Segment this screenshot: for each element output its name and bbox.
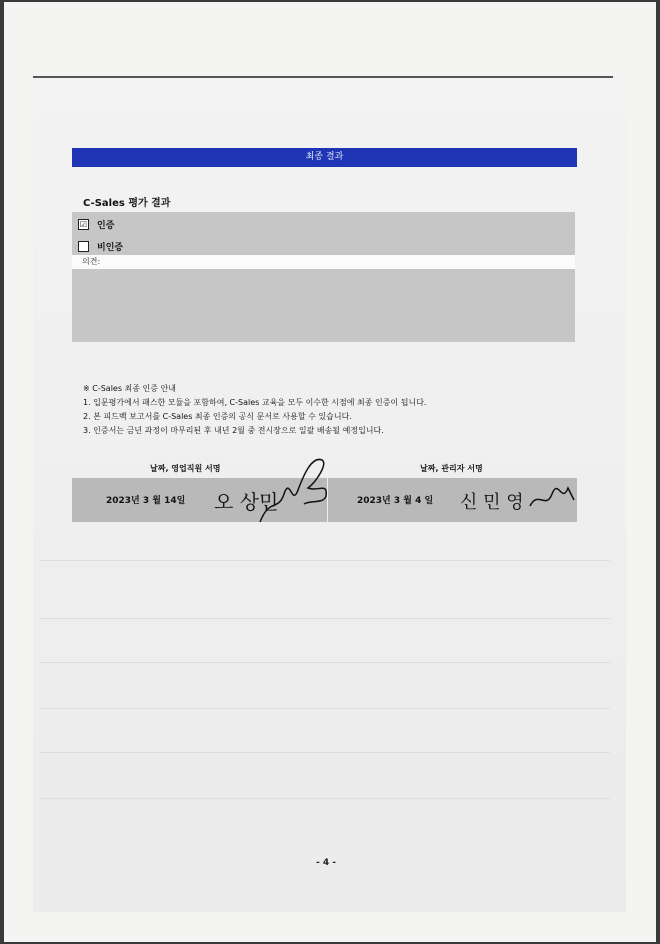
manager-signature-label: 날짜, 관리자 서명 bbox=[420, 464, 483, 473]
manager-signature-scribble bbox=[528, 480, 578, 516]
divider bbox=[40, 618, 610, 619]
divider bbox=[40, 662, 610, 663]
comment-label: 의견: bbox=[82, 257, 101, 266]
certification-notice bbox=[83, 382, 426, 438]
notice-heading: ※ C-Sales 최종 인증 안내 bbox=[83, 384, 177, 393]
divider bbox=[40, 560, 610, 561]
manager-sign-date: 2023년 3 월 4 일 bbox=[357, 496, 434, 506]
employee-signature-label: 날짜, 영업직원 서명 bbox=[150, 464, 221, 473]
employee-sign-date: 2023년 3 월 14일 bbox=[106, 496, 186, 506]
option-certified[interactable] bbox=[78, 218, 114, 231]
manager-handwritten-name: 신 민 영 bbox=[460, 492, 524, 513]
notice-item: 3. 인증서는 금년 과정이 마무리된 후 내년 2월 중 전시장으로 일괄 배송될 예정입니다. bbox=[83, 426, 384, 435]
employee-handwritten-name: 오 상민 bbox=[214, 490, 279, 514]
checkbox-icon[interactable] bbox=[78, 241, 89, 252]
comment-field[interactable] bbox=[72, 255, 575, 269]
top-rule bbox=[33, 76, 613, 78]
employee-signature-scribble bbox=[258, 452, 338, 527]
evaluation-section-title: C-Sales 평가 결과 bbox=[83, 198, 171, 209]
evaluation-box bbox=[72, 212, 575, 342]
final-result-title: 최종 결과 bbox=[72, 148, 577, 167]
option-label: 비인증 bbox=[97, 243, 124, 253]
notice-item: 1. 입문평가에서 패스한 모듈을 포함하여, C-Sales 교육을 모두 이수한 시점에 최종 인증이 됩니다. bbox=[83, 398, 427, 407]
notice-item: 2. 본 피드백 보고서를 C-Sales 최종 인증의 공식 문서로 사용할 수 있습니다. bbox=[83, 412, 352, 421]
option-not-certified[interactable] bbox=[78, 240, 123, 253]
divider bbox=[40, 752, 610, 753]
option-label: 인증 bbox=[97, 221, 115, 231]
divider bbox=[40, 708, 610, 709]
divider bbox=[40, 798, 610, 799]
checkbox-checked-icon[interactable]: ☑ bbox=[79, 220, 88, 229]
page-number: - 4 - bbox=[316, 858, 336, 868]
